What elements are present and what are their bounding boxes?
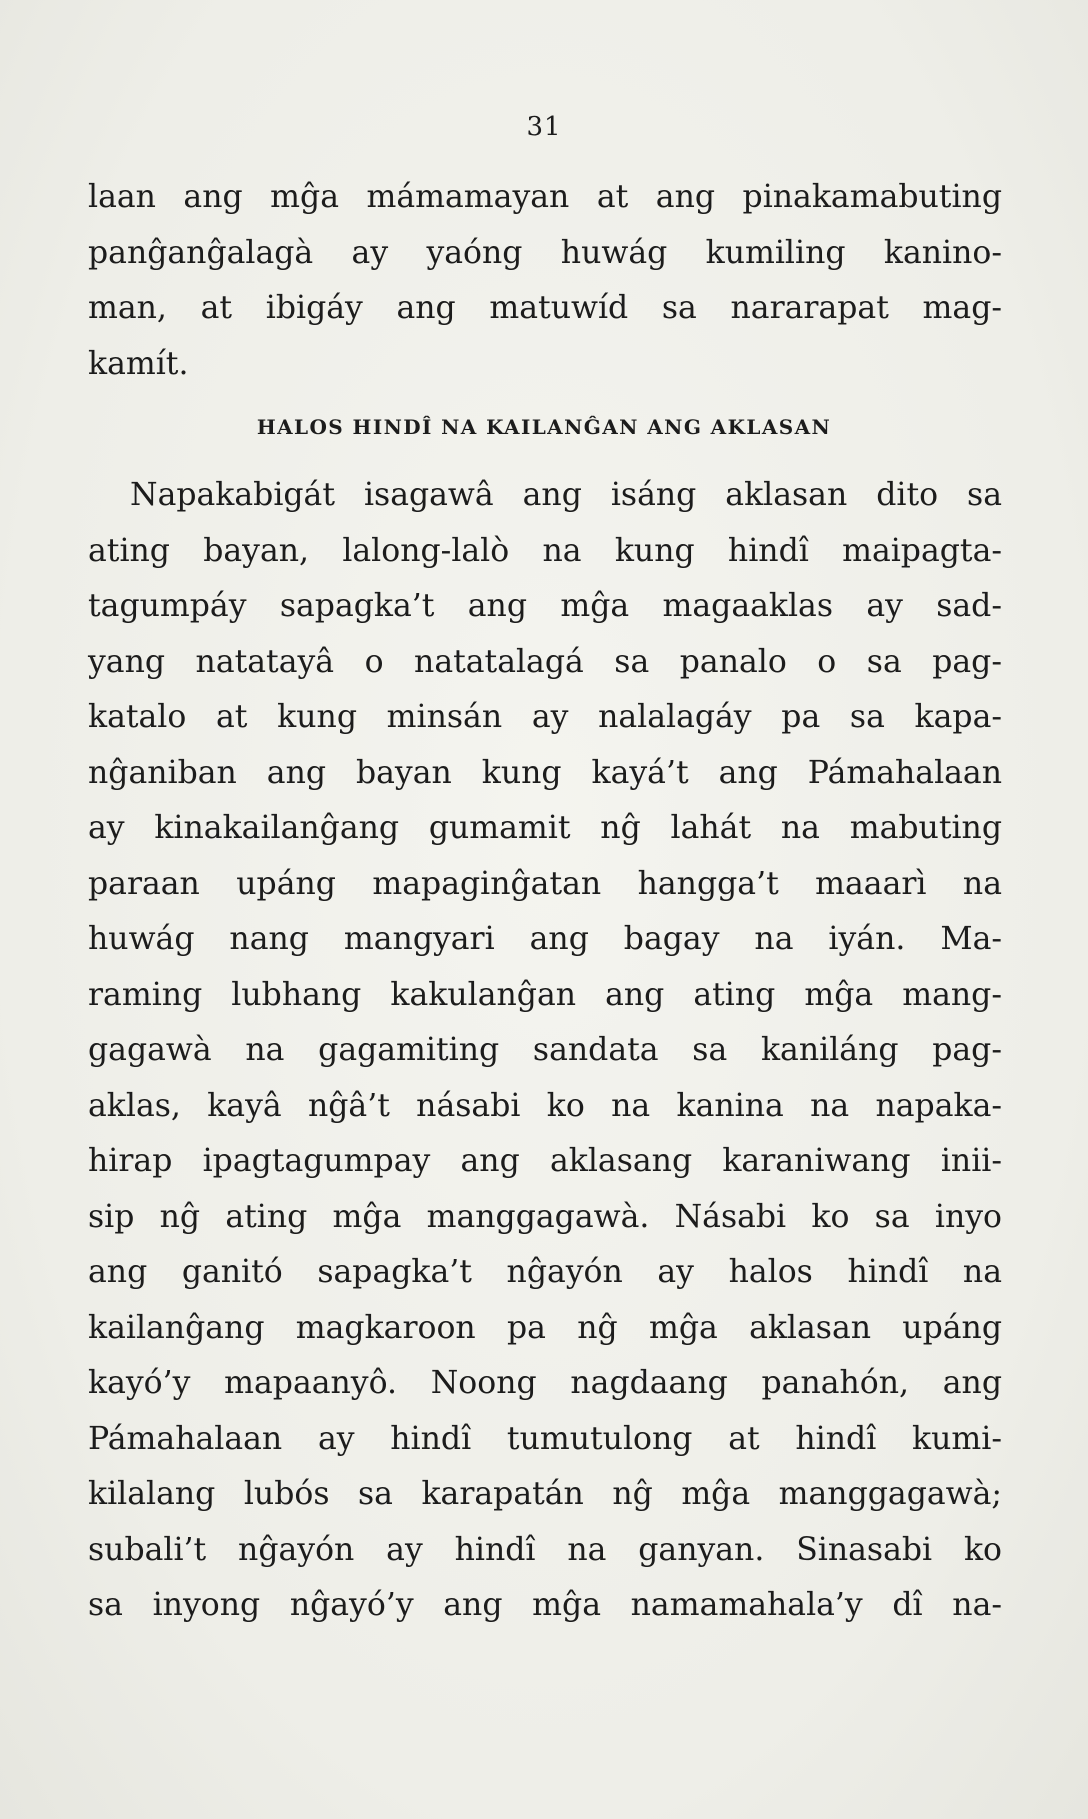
text-line: huwág nang mangyari ang bagay na iyán. Ma- [88, 921, 1002, 957]
text-line: raming lubhang kakulanĝan ang ating mĝa mang- [88, 976, 1002, 1013]
text-line: kailanĝang magkaroon pa nĝ mĝa aklasan upáng [88, 1309, 1002, 1346]
text-line: kayó’y mapaanyô. Noong nagdaang panahón, ang [88, 1365, 1002, 1401]
text-line: man, at ibigáy ang matuwíd sa nararapat mag- [88, 290, 1002, 326]
text-line: panĝanĝalagà ay yaóng huwág kumiling kanino- [88, 234, 1002, 271]
text-line: sip nĝ ating mĝa manggagawà. Násabi ko sa inyo [88, 1198, 1002, 1235]
text-line: aklas, kayâ nĝâ’t násabi ko na kanina na napaka- [88, 1087, 1002, 1124]
text-line: katalo at kung minsán ay nalalagáy pa sa kapa- [88, 699, 1002, 735]
text-line: kilalang lubós sa karapatán nĝ mĝa manggagawà; [88, 1476, 1002, 1512]
text-line: gagawà na gagamiting sandata sa kaniláng pag- [88, 1032, 1002, 1068]
text-line: Napakabigát isagawâ ang isáng aklasan dito sa [130, 477, 1002, 513]
text-line: Pámahalaan ay hindî tumutulong at hindî kumi- [88, 1420, 1002, 1457]
text-line: paraan upáng mapaginĝatan hangga’t maaarì na [88, 865, 1002, 902]
text-line: ating bayan, lalong-lalò na kung hindî maipagta- [88, 532, 1002, 569]
text-line: subali’t nĝayón ay hindî na ganyan. Sinasabi ko [88, 1531, 1002, 1568]
text-line: laan ang mĝa mámamayan at ang pinakamabuting [88, 179, 1002, 215]
section-heading: HALOS HINDÎ NA KAILANĜAN ANG AKLASAN [256, 415, 832, 439]
text-line: ang ganitó sapagka’t nĝayón ay halos hindî na [88, 1254, 1002, 1290]
text-line: tagumpáy sapagka’t ang mĝa magaaklas ay sad- [88, 588, 1002, 624]
page-number: 31 [526, 112, 562, 142]
section-paragraph [88, 468, 1002, 1634]
text-line: sa inyong nĝayó’y ang mĝa namamahala’y dî na- [88, 1587, 1002, 1623]
text-line: hirap ipagtagumpay ang aklasang karaniwang inii- [88, 1143, 1002, 1179]
text-line: nĝaniban ang bayan kung kayá’t ang Pámahalaan [88, 754, 1002, 791]
text-line: yang natatayâ o natatalagá sa panalo o sa pag- [88, 643, 1002, 680]
text-line: kamít. [88, 345, 189, 382]
text-line: ay kinakailanĝang gumamit nĝ lahát na mabuting [88, 810, 1002, 846]
continued-paragraph [88, 170, 1002, 392]
